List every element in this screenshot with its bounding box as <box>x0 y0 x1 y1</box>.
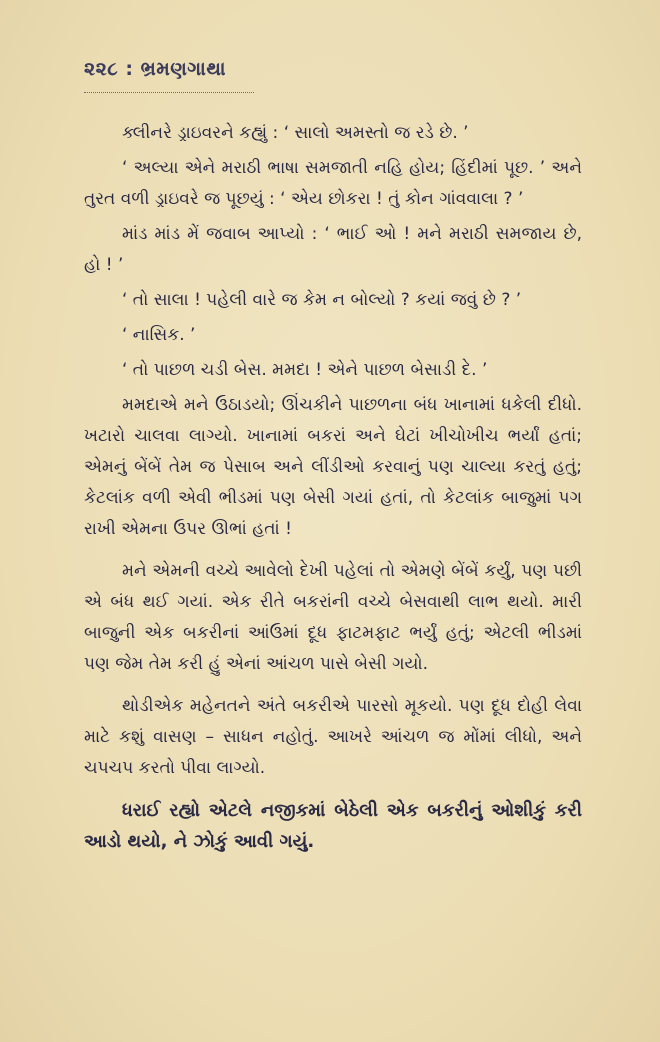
body-text <box>84 118 582 868</box>
header-decorative-rule <box>84 88 254 93</box>
paragraph-9: થોડીએક મહેનતને અંતે બકરીએ પારસો મૂકયો. પણ દૂધ દોહી લેવા માટે કશું વાસણ – સાધન નહોતું. આખરે આંચળ જ મોંમાં લીધો, અને ચપચપ કરતો પીવા લાગ્યો. <box>84 696 582 778</box>
book-title: ભ્રમણગાથા <box>140 58 227 80</box>
paragraph-10: ધરાઈ રહ્યો એટલે નજીકમાં બેઠેલી એક બકરીનું ઓશીકું કરી આડો થયો, ને ઝોકું આવી ગયું. <box>84 800 582 852</box>
paragraph-1: ક્લીનરે ડ્રાઇવરને કહ્યું : ‘ સાલો અમસ્તો જ રડે છે. ’ <box>122 123 469 143</box>
paragraph-2: ‘ અલ્યા એને મરાઠી ભાષા સમજાતી નહિ હોય; હિંદીમાં પૂછ. ’ અને તુરત વળી ડ્રાઇવરે જ પૂછયું : ‘ એય છોકરા ! તું કોન ગાંવવાલા ? ’ <box>84 158 582 209</box>
page-number: ૨૨૮ <box>84 58 119 80</box>
running-header <box>84 58 226 80</box>
paragraph-8: મને એમની વચ્ચે આવેલો દેખી પહેલાં તો એમણે બેંબેં કર્યું, પણ પછી એ બંધ થઈ ગયાં. એક રીતે બકરાંની વચ્ચે બેસવાથી લાભ થયો. મારી બાજુની એક બકરીનાં આંઉમાં દૂધ ફાટમફાટ ભર્યું હતું; એટલી ભીડમાં પણ જેમ તેમ કરી હું એનાં આંચળ પાસે બેસી ગયો. <box>84 561 582 674</box>
paragraph-5: ‘ નાસિક. ’ <box>122 325 196 345</box>
paragraph-4: ‘ તો સાલા ! પહેલી વારે જ કેમ ન બોલ્યો ? કયાં જવું છે ? ’ <box>122 290 522 310</box>
paragraph-7: મમદાએ મને ઉઠાડયો; ઊંચકીને પાછળના બંધ ખાનામાં ધકેલી દીધો. ખટારો ચાલવા લાગ્યો. ખાનામાં બકરાં અને ઘેટાં ખીચોખીચ ભર્યાં હતાં; એમનું બેંબેં તેમ જ પેસાબ અને લીંડીઓ કરવાનું પણ ચાલ્યા કરતું હતું; કેટલાંક વળી એવી ભીડમાં પણ બેસી ગયાં હતાં, તો કેટલાંક બાજુમાં પગ રાખી એમના ઉપર ઊભાં હતાં ! <box>84 395 582 539</box>
paragraph-3: માંડ માંડ મેં જવાબ આપ્યો : ‘ ભાઈ ઓ ! મને મરાઠી સમજાય છે, હો ! ’ <box>84 224 582 275</box>
header-separator: : <box>125 58 134 80</box>
paragraph-6: ‘ તો પાછળ ચડી બેસ. મમદા ! એને પાછળ બેસાડી દે. ’ <box>122 360 488 380</box>
